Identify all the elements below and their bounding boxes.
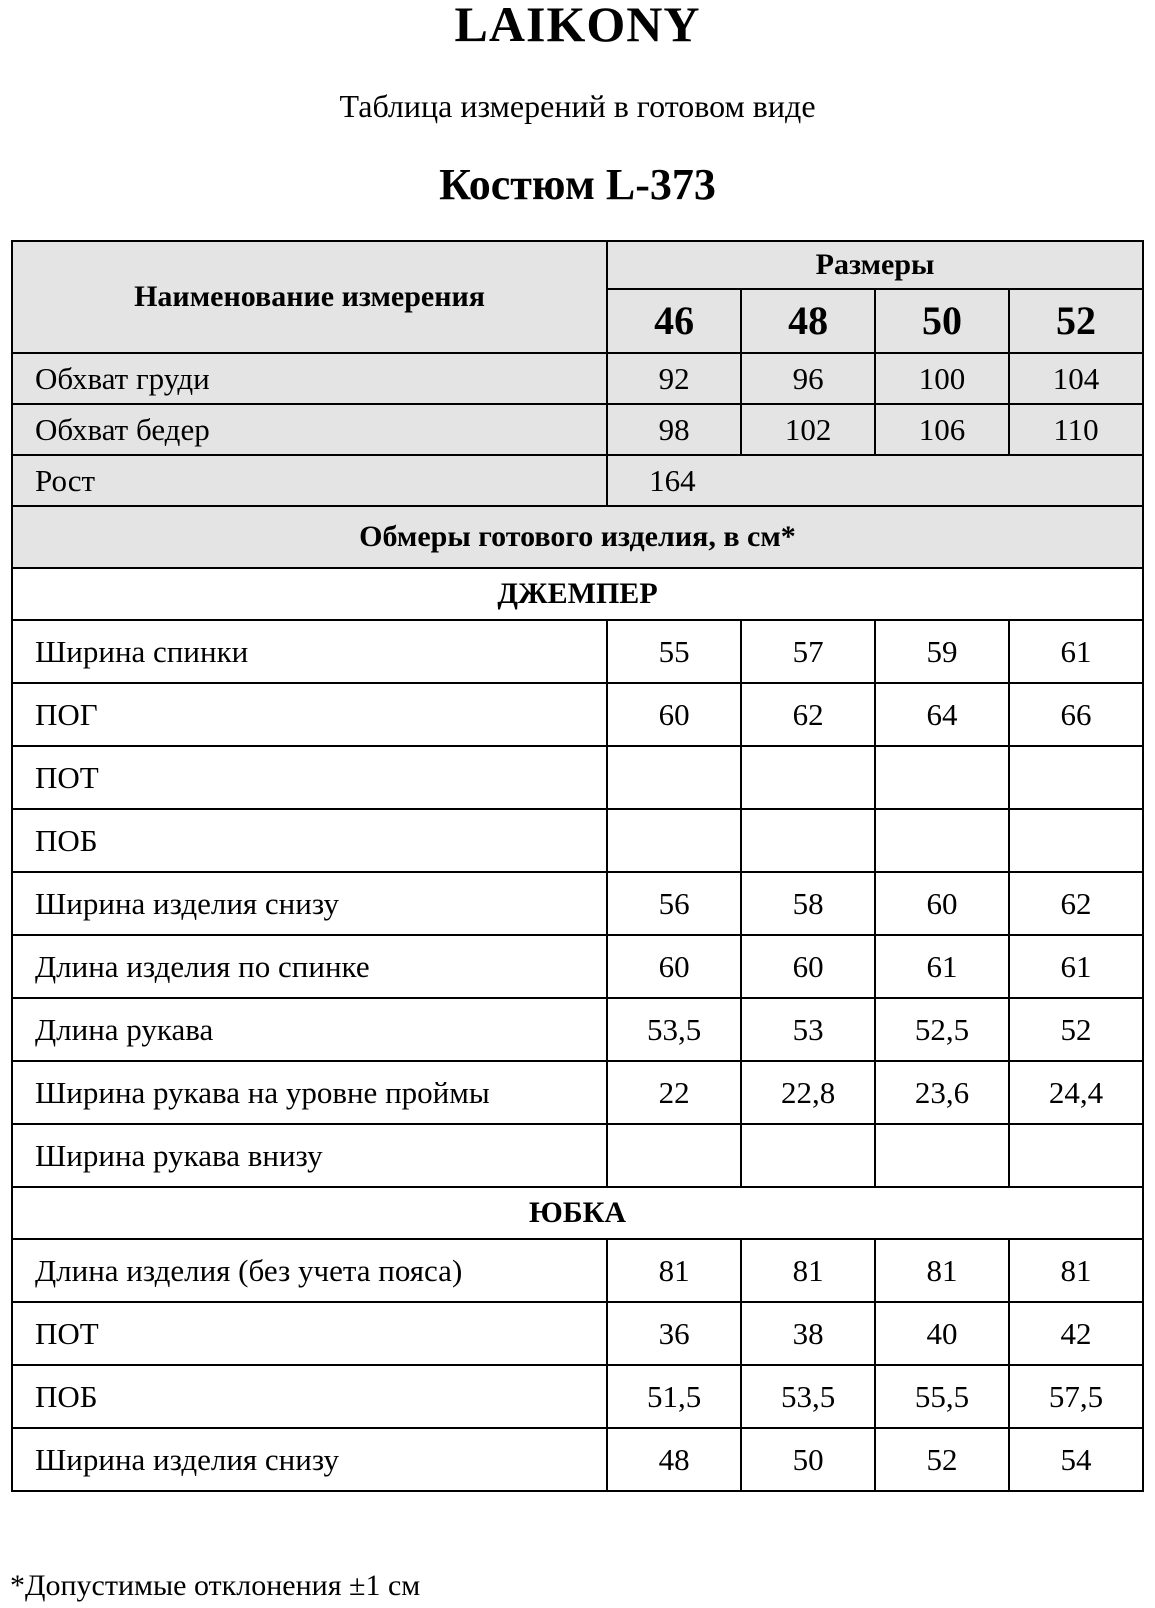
cell-value: 55,5	[875, 1365, 1009, 1428]
document-subtitle: Таблица измерений в готовом виде	[339, 88, 816, 124]
cell-value: 102	[741, 404, 875, 455]
cell-value	[875, 746, 1009, 809]
row-label: Рост	[12, 455, 607, 506]
size-header: 48	[741, 289, 875, 353]
cell-value: 51,5	[607, 1365, 741, 1428]
cell-value: 64	[875, 683, 1009, 746]
cell-value: 60	[607, 935, 741, 998]
row-label: ПОГ	[12, 683, 607, 746]
cell-value: 52,5	[875, 998, 1009, 1061]
skirt-rows	[12, 1239, 1143, 1491]
cell-value: 52	[1009, 998, 1143, 1061]
cell-value: 55	[607, 620, 741, 683]
row-label: Ширина изделия снизу	[12, 872, 607, 935]
cell-value: 57	[741, 620, 875, 683]
cell-value	[607, 1124, 741, 1187]
cell-value: 58	[741, 872, 875, 935]
table-row	[12, 1061, 1143, 1124]
section-title-jumper: ДЖЕМПЕР	[12, 568, 1143, 620]
cell-value: 110	[1009, 404, 1143, 455]
table-row	[12, 455, 1143, 506]
cell-value	[607, 746, 741, 809]
cell-value	[1009, 746, 1143, 809]
cell-value: 50	[741, 1428, 875, 1491]
cell-value: 22	[607, 1061, 741, 1124]
table-row	[12, 998, 1143, 1061]
cell-value: 48	[607, 1428, 741, 1491]
row-label: Ширина рукава на уровне проймы	[12, 1061, 607, 1124]
cell-value	[741, 746, 875, 809]
cell-value: 66	[1009, 683, 1143, 746]
height-value: 164	[607, 455, 1143, 506]
table-row	[12, 1428, 1143, 1491]
table-row	[12, 1365, 1143, 1428]
row-label: Длина изделия (без учета пояса)	[12, 1239, 607, 1302]
row-label: Обхват груди	[12, 353, 607, 404]
garment-header: Обмеры готового изделия, в см*	[12, 506, 1143, 568]
cell-value: 61	[875, 935, 1009, 998]
cell-value: 53,5	[741, 1365, 875, 1428]
footnote: *Допустимые отклонения ±1 см	[10, 1569, 421, 1602]
table-row	[12, 872, 1143, 935]
cell-value: 62	[1009, 872, 1143, 935]
cell-value	[875, 1124, 1009, 1187]
cell-value	[741, 1124, 875, 1187]
cell-value: 81	[607, 1239, 741, 1302]
cell-value: 104	[1009, 353, 1143, 404]
cell-value: 98	[607, 404, 741, 455]
row-label: Обхват бедер	[12, 404, 607, 455]
cell-value: 60	[607, 683, 741, 746]
cell-value: 23,6	[875, 1061, 1009, 1124]
cell-value	[1009, 1124, 1143, 1187]
cell-value: 53	[741, 998, 875, 1061]
cell-value: 40	[875, 1302, 1009, 1365]
row-label: Ширина спинки	[12, 620, 607, 683]
table-row	[12, 746, 1143, 809]
cell-value: 53,5	[607, 998, 741, 1061]
table-row	[12, 353, 1143, 404]
cell-value: 52	[875, 1428, 1009, 1491]
row-label: Длина рукава	[12, 998, 607, 1061]
size-header: 50	[875, 289, 1009, 353]
cell-value: 62	[741, 683, 875, 746]
row-label: Ширина рукава внизу	[12, 1124, 607, 1187]
cell-value: 61	[1009, 935, 1143, 998]
size-header: 52	[1009, 289, 1143, 353]
cell-value: 59	[875, 620, 1009, 683]
cell-value	[741, 809, 875, 872]
cell-value: 106	[875, 404, 1009, 455]
table-row	[12, 809, 1143, 872]
size-header: 46	[607, 289, 741, 353]
cell-value: 100	[875, 353, 1009, 404]
row-label: ПОБ	[12, 809, 607, 872]
row-label: ПОТ	[12, 1302, 607, 1365]
cell-value: 61	[1009, 620, 1143, 683]
table-row	[12, 620, 1143, 683]
cell-value: 60	[741, 935, 875, 998]
jumper-rows	[12, 620, 1143, 1187]
row-label: Длина изделия по спинке	[12, 935, 607, 998]
table-row	[12, 935, 1143, 998]
cell-value: 22,8	[741, 1061, 875, 1124]
table-row	[12, 1124, 1143, 1187]
cell-value: 42	[1009, 1302, 1143, 1365]
cell-value: 81	[741, 1239, 875, 1302]
table-row	[12, 1302, 1143, 1365]
cell-value: 96	[741, 353, 875, 404]
row-label: ПОБ	[12, 1365, 607, 1428]
cell-value: 60	[875, 872, 1009, 935]
table-row	[12, 404, 1143, 455]
cell-value: 56	[607, 872, 741, 935]
cell-value: 92	[607, 353, 741, 404]
row-label: Ширина изделия снизу	[12, 1428, 607, 1491]
cell-value	[1009, 809, 1143, 872]
table-row	[12, 1239, 1143, 1302]
cell-value: 81	[1009, 1239, 1143, 1302]
cell-value: 24,4	[1009, 1061, 1143, 1124]
header-measurement-name: Наименование измерения	[12, 241, 607, 353]
product-title: Костюм L-373	[439, 160, 716, 209]
brand-title: LAIKONY	[454, 0, 701, 52]
cell-value: 57,5	[1009, 1365, 1143, 1428]
table-row	[12, 683, 1143, 746]
cell-value: 54	[1009, 1428, 1143, 1491]
cell-value	[875, 809, 1009, 872]
section-title-skirt: ЮБКА	[12, 1187, 1143, 1239]
size-table	[11, 240, 1144, 1492]
header-sizes: Размеры	[607, 241, 1143, 289]
cell-value: 36	[607, 1302, 741, 1365]
row-label: ПОТ	[12, 746, 607, 809]
cell-value	[607, 809, 741, 872]
cell-value: 38	[741, 1302, 875, 1365]
cell-value: 81	[875, 1239, 1009, 1302]
